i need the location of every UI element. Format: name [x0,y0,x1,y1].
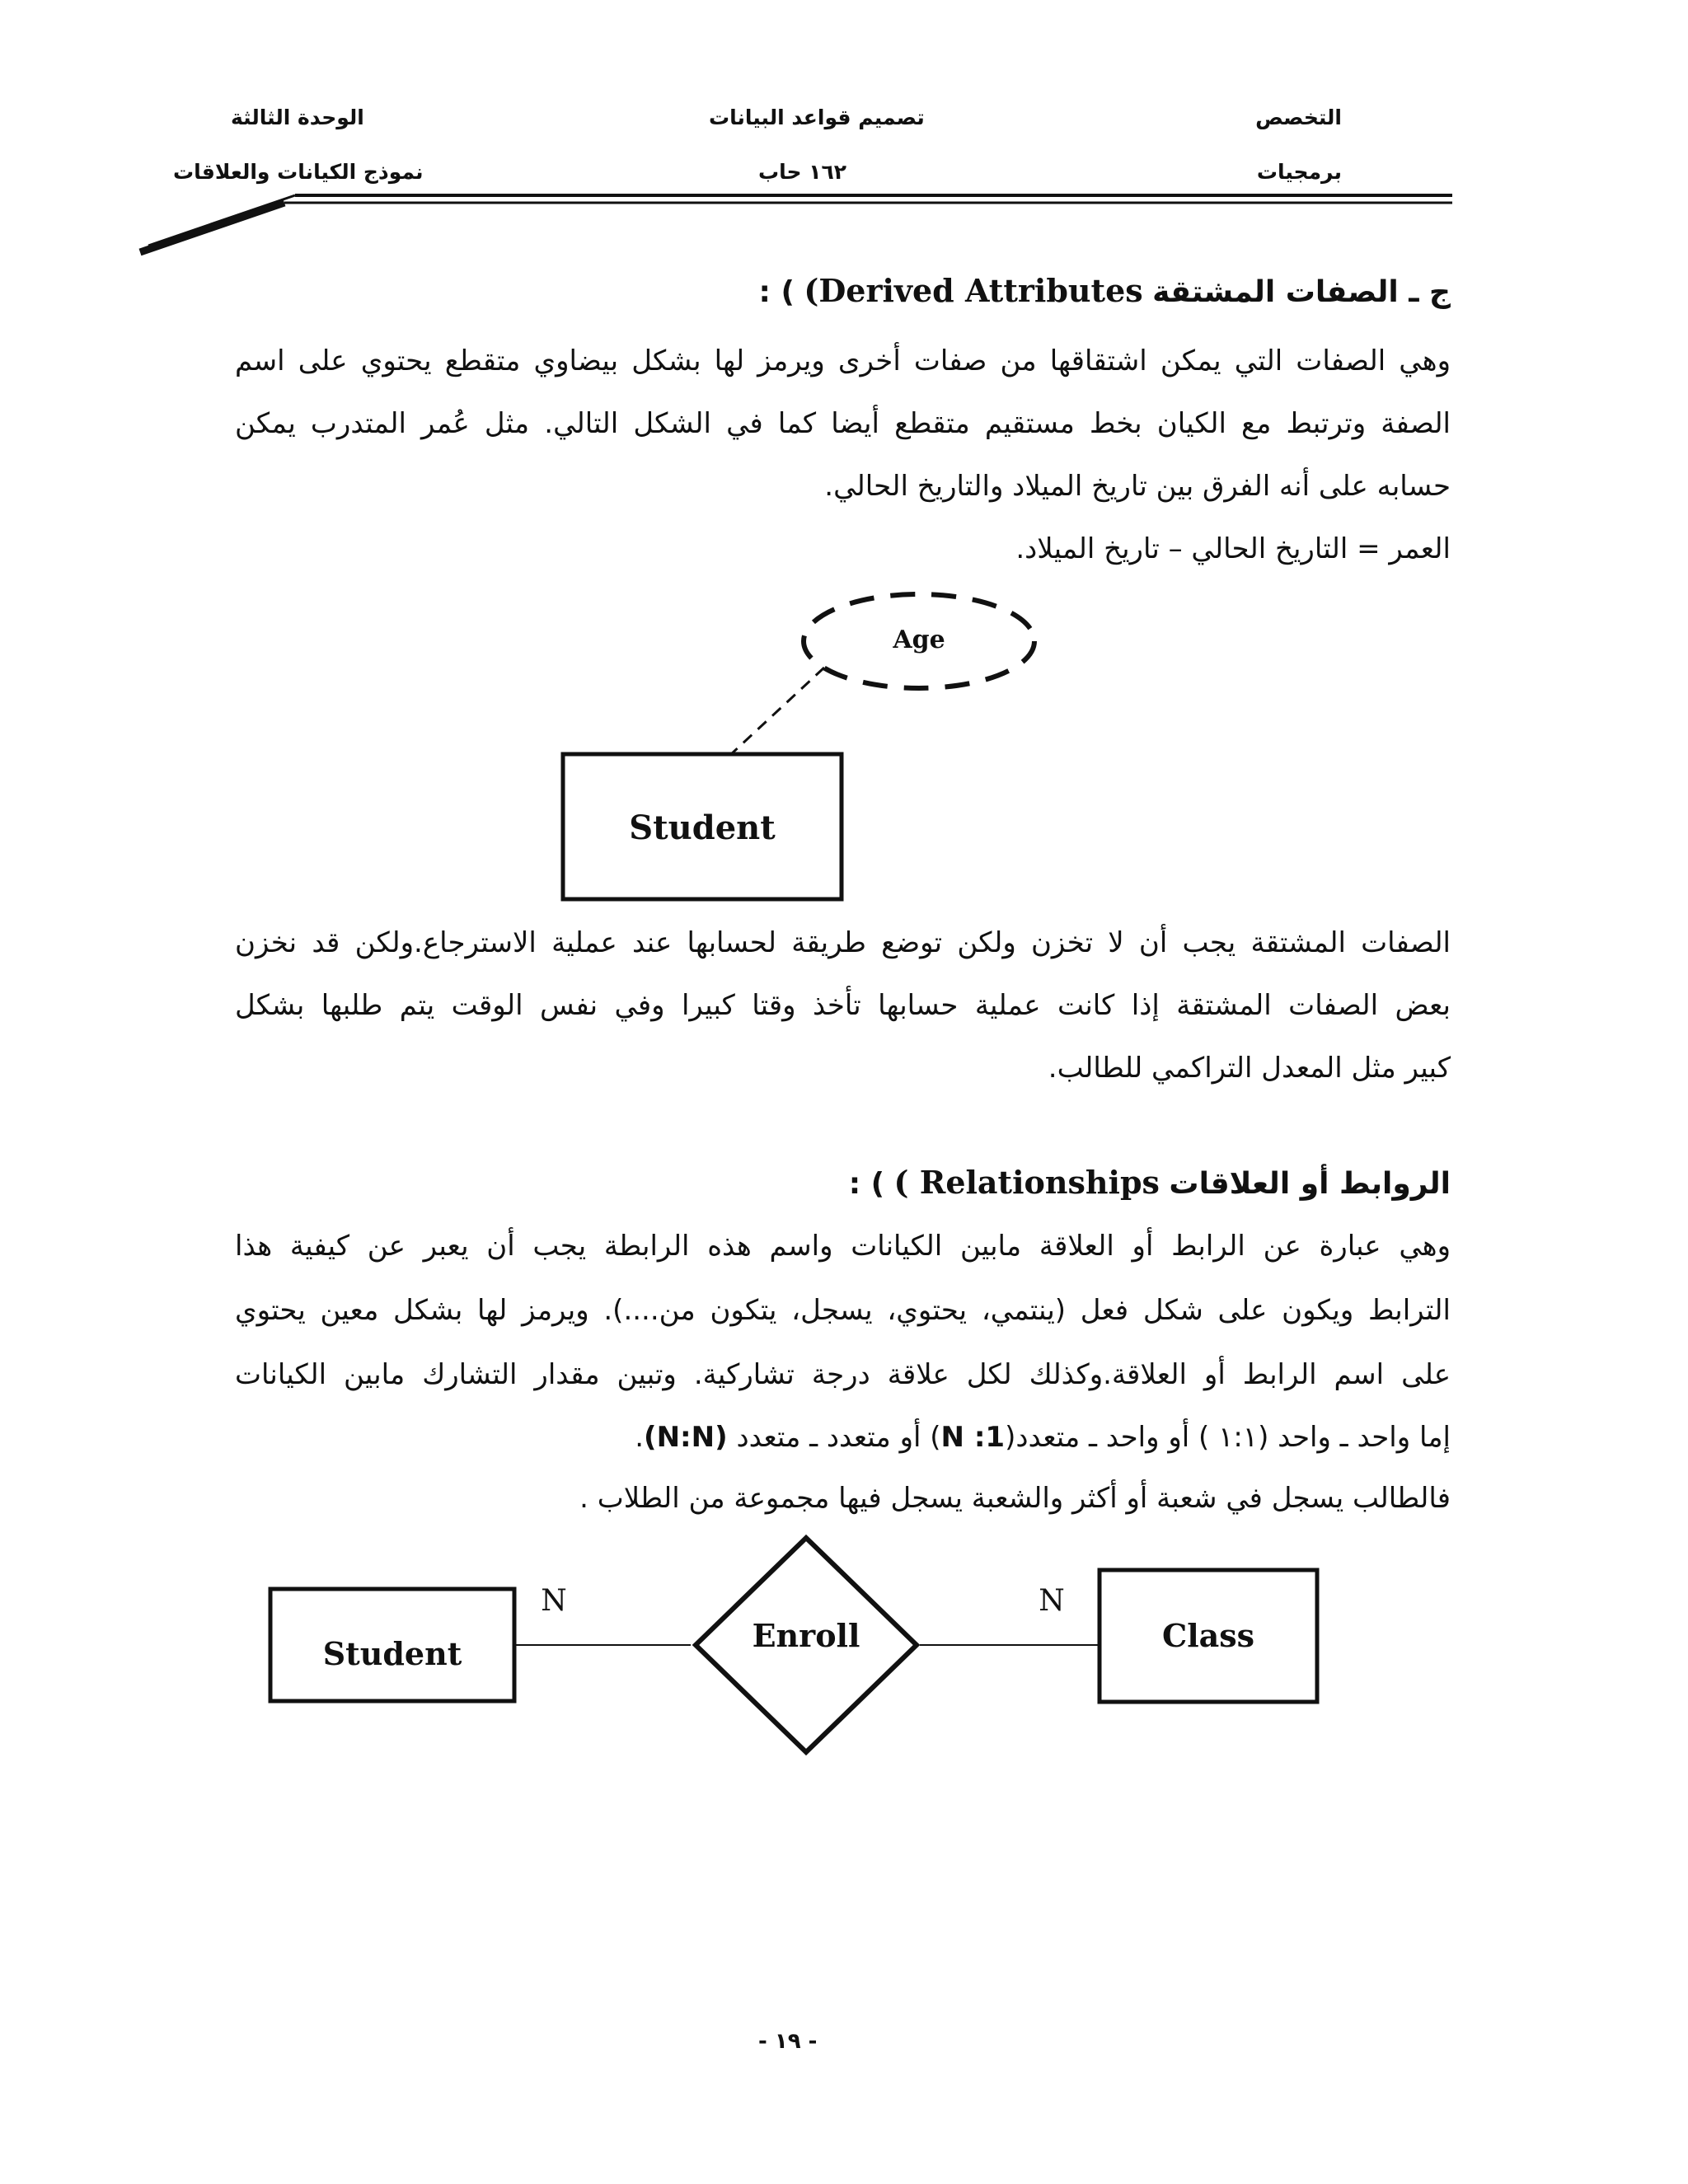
header-course-code: ١٦٢ حاب [758,160,847,184]
enroll-label: Enroll [752,1617,860,1654]
header-unit-subtitle: نموذج الكيانات والعلاقات [173,160,424,184]
cardinality-many-to-many: (N:N) [644,1421,728,1454]
cardinality-one-to-many: 1: N [940,1421,1006,1454]
cardinality-left-label: N [541,1584,567,1618]
header-specialty-value: برمجيات [1256,160,1342,184]
derived-paragraph-line-2: الصفة وترتبط مع الكيان بخط مستقيم متقطع أيضا كما في الشكل التالي. مثل عُمر المتدرب يمكن [235,407,1451,440]
derived-attribute-label: Age [893,626,945,654]
relationships-example: فالطالب يسجل في شعبة أو أكثر والشعبة يسجل فيها مجموعة من الطلاب . [579,1482,1451,1515]
header-unit-title: الوحدة الثالثة [231,105,364,129]
derived-note-line-3: كبير مثل المعدل التراكمي للطالب. [1048,1052,1451,1085]
header-specialty-label: التخصص [1255,105,1342,129]
derived-note-line-2: بعض الصفات المشتقة إذا كانت عملية حسابها تأخذ وقتا كبيرا وفي نفس الوقت يتم طلبها بشكل [235,989,1451,1022]
relationships-heading-en: ( Relationships [893,1164,1160,1201]
derived-heading-end: ) : [758,275,795,309]
relationships-line-1: وهي عبارة عن الرابط أو العلاقة مابين الكيانات واسم هذه الرابطة يجب أن يعبر عن كيفية هذا [235,1230,1451,1263]
relationships-heading-ar: الروابط أو العلاقات [1169,1167,1451,1201]
student-entity-label: Student [629,808,776,847]
cardinality-text-a: إما واحد ـ واحد (١:١ ) أو واحد ـ متعدد( [1005,1421,1451,1454]
page-number: - ١٩ - [758,2029,818,2054]
cardinality-text-c: ) أو متعدد ـ متعدد [727,1421,941,1454]
relationships-line-2: الترابط ويكون على شكل فعل (ينتمي، يحتوي، يسجل، يتكون من....). ويرمز لها بشكل معين يحتوي [235,1294,1451,1327]
relationships-heading-end: ) : [848,1167,885,1201]
age-formula: العمر = التاريخ الحالي – تاريخ الميلاد. [1015,532,1451,565]
derived-paragraph-line-3: حسابه على أنه الفرق بين تاريخ الميلاد والتاريخ الحالي. [824,470,1451,503]
class-entity-label: Class [1161,1617,1255,1654]
header-course-title: تصميم قواعد البيانات [709,105,925,129]
derived-note-line-1: الصفات المشتقة يجب أن لا تخزن ولكن توضع طريقة لحسابها عند عملية الاسترجاع.ولكن قد نخزن [235,926,1451,959]
cardinality-right-label: N [1039,1584,1065,1618]
derived-paragraph-line-1: وهي الصفات التي يمكن اشتقاقها من صفات أخرى ويرمز لها بشكل بيضاوي متقطع يحتوي على اسم [235,344,1451,377]
derived-heading-en: (Derived Attributes [804,272,1143,309]
derived-heading-ar: ج ـ الصفات المشتقة [1152,275,1451,309]
relationships-line-3: على اسم الرابط أو العلاقة.وكذلك لكل علاقة درجة تشاركية. وتبين مقدار التشارك مابين الكيانات [235,1358,1451,1391]
cardinality-text-e: . [635,1421,645,1454]
student-entity-label-2: Student [322,1635,462,1672]
